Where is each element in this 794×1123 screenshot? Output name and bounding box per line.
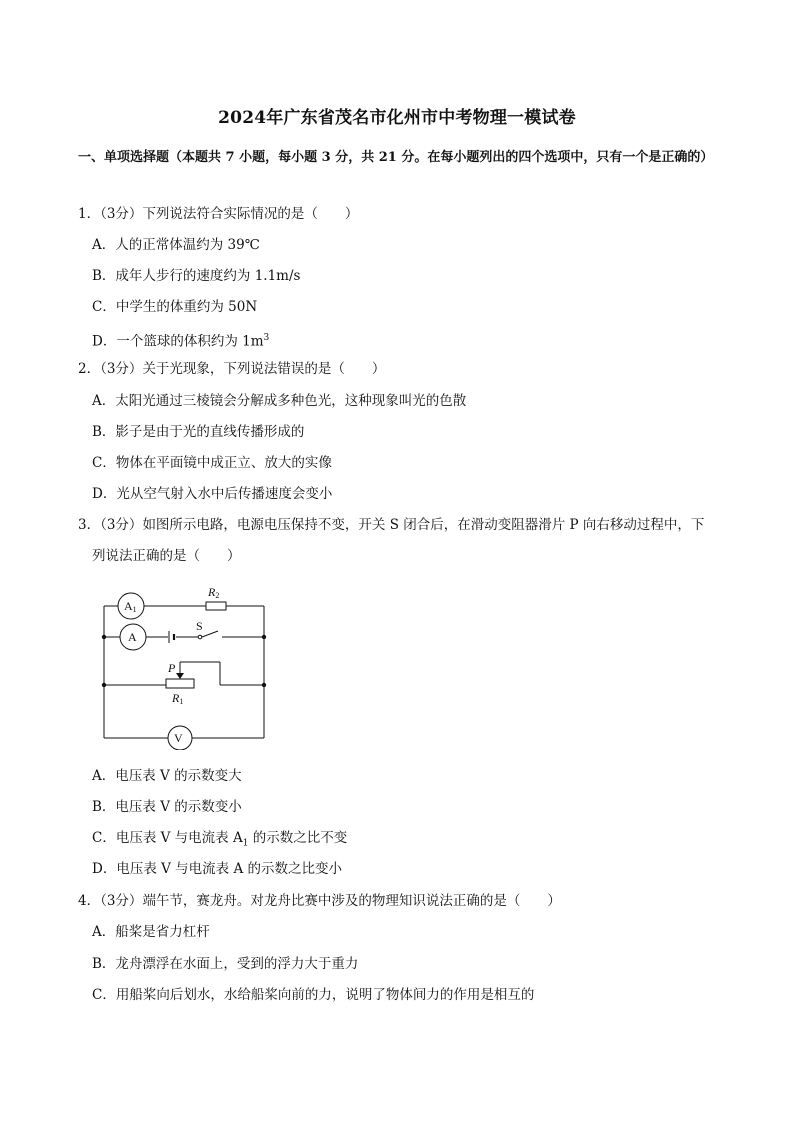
label-a1: A1	[124, 599, 137, 614]
question-score: （3分）	[100, 893, 143, 909]
option-label: C．	[92, 455, 116, 471]
resistor-r1	[166, 679, 194, 688]
question-text: 下列说法符合实际情况的是（ ）	[142, 206, 359, 222]
question-4-option-a	[92, 923, 210, 941]
resistor-r2	[206, 602, 226, 610]
label-s: S	[196, 619, 203, 633]
option-text: 人的正常体温约为 39℃	[115, 237, 260, 253]
option-text: 太阳光通过三棱镜会分解成多种色光，这种现象叫光的色散	[115, 393, 467, 409]
question-3-option-d	[92, 860, 342, 878]
question-1-option-d	[92, 329, 269, 351]
slider-arrow	[176, 673, 184, 679]
option-label: A．	[92, 768, 116, 784]
question-4-option-b	[92, 955, 358, 973]
option-text-after: 的示数之比不变	[248, 830, 348, 846]
option-text: 电压表 V 与电流表 A 的示数之比变小	[116, 861, 342, 877]
question-2-option-c	[92, 454, 332, 472]
question-3-stem-continued: 列说法正确的是（ ）	[92, 548, 241, 564]
label-p: P	[168, 661, 176, 675]
question-2-stem	[78, 360, 385, 378]
question-3-option-a	[92, 767, 242, 785]
option-label: D．	[92, 486, 117, 502]
section-heading: 一、单项选择题（本题共 7 小题，每小题 3 分，共 21 分。在每小题列出的四个选项中，只有一个是正确的）	[78, 150, 714, 165]
question-2-option-d	[92, 485, 332, 503]
question-2-option-b	[92, 423, 304, 441]
question-3-option-b	[92, 798, 242, 816]
option-label: B．	[92, 956, 116, 972]
option-text: 电压表 V 与电流表 A	[115, 830, 243, 846]
question-1-option-b	[92, 267, 300, 285]
option-text: 船桨是省力杠杆	[115, 924, 210, 940]
switch-s	[202, 631, 218, 637]
option-label: D．	[92, 861, 117, 877]
question-3-stem	[78, 516, 704, 534]
question-text: 如图所示电路，电源电压保持不变，开关 S 闭合后，在滑动变阻器滑片 P 向右移动过程中，下	[142, 517, 705, 533]
option-label: B．	[92, 799, 116, 815]
option-text: 一个篮球的体积约为 1m	[116, 333, 264, 350]
question-number: 1．	[78, 206, 101, 222]
question-number: 2．	[78, 361, 101, 377]
question-1-option-c	[92, 298, 257, 316]
option-text: 成年人步行的速度约为 1.1m/s	[115, 268, 301, 284]
subscript: 1	[242, 838, 249, 849]
option-text: 电压表 V 的示数变大	[115, 768, 242, 784]
label-r2: R2	[208, 585, 220, 600]
question-text: 关于光现象，下列说法错误的是（ ）	[142, 361, 386, 377]
label-a: A	[128, 630, 137, 644]
label-v: V	[174, 731, 183, 745]
question-number: 3．	[78, 517, 101, 533]
question-3-option-c	[92, 829, 347, 853]
option-label: C．	[92, 830, 116, 846]
option-text: 中学生的体重约为 50N	[115, 299, 258, 315]
option-label: A．	[92, 924, 116, 940]
superscript: 3	[263, 333, 270, 343]
question-score: （3分）	[100, 361, 143, 377]
page-title: 2024年广东省茂名市化州市中考物理一模试卷	[218, 108, 576, 128]
question-score: （3分）	[100, 517, 143, 533]
circuit-diagram	[90, 580, 280, 750]
question-number: 4．	[78, 893, 101, 909]
option-label: C．	[92, 299, 116, 315]
option-label: D．	[92, 333, 117, 350]
option-text: 龙舟漂浮在水面上，受到的浮力大于重力	[115, 956, 359, 972]
question-4-option-c	[92, 986, 534, 1004]
option-label: A．	[92, 393, 116, 409]
option-label: B．	[92, 424, 116, 440]
option-text: 光从空气射入水中后传播速度会变小	[116, 486, 333, 502]
option-text: 用船桨向后划水，水给船桨向前的力，说明了物体间力的作用是相互的	[115, 987, 535, 1003]
option-text: 电压表 V 的示数变小	[115, 799, 242, 815]
question-4-stem	[78, 892, 561, 910]
battery	[169, 631, 174, 643]
option-label: A．	[92, 237, 116, 253]
question-score: （3分）	[100, 206, 143, 222]
question-1-stem	[78, 205, 358, 223]
option-label: B．	[92, 268, 116, 284]
option-text: 物体在平面镜中成正立、放大的实像	[115, 455, 332, 471]
question-text: 端午节，赛龙舟。对龙舟比赛中涉及的物理知识说法正确的是（ ）	[142, 893, 561, 909]
question-2-option-a	[92, 392, 466, 410]
label-r1: R1	[172, 691, 184, 706]
option-text: 影子是由于光的直线传播形成的	[115, 424, 305, 440]
question-1-option-a	[92, 236, 260, 254]
option-label: C．	[92, 987, 116, 1003]
